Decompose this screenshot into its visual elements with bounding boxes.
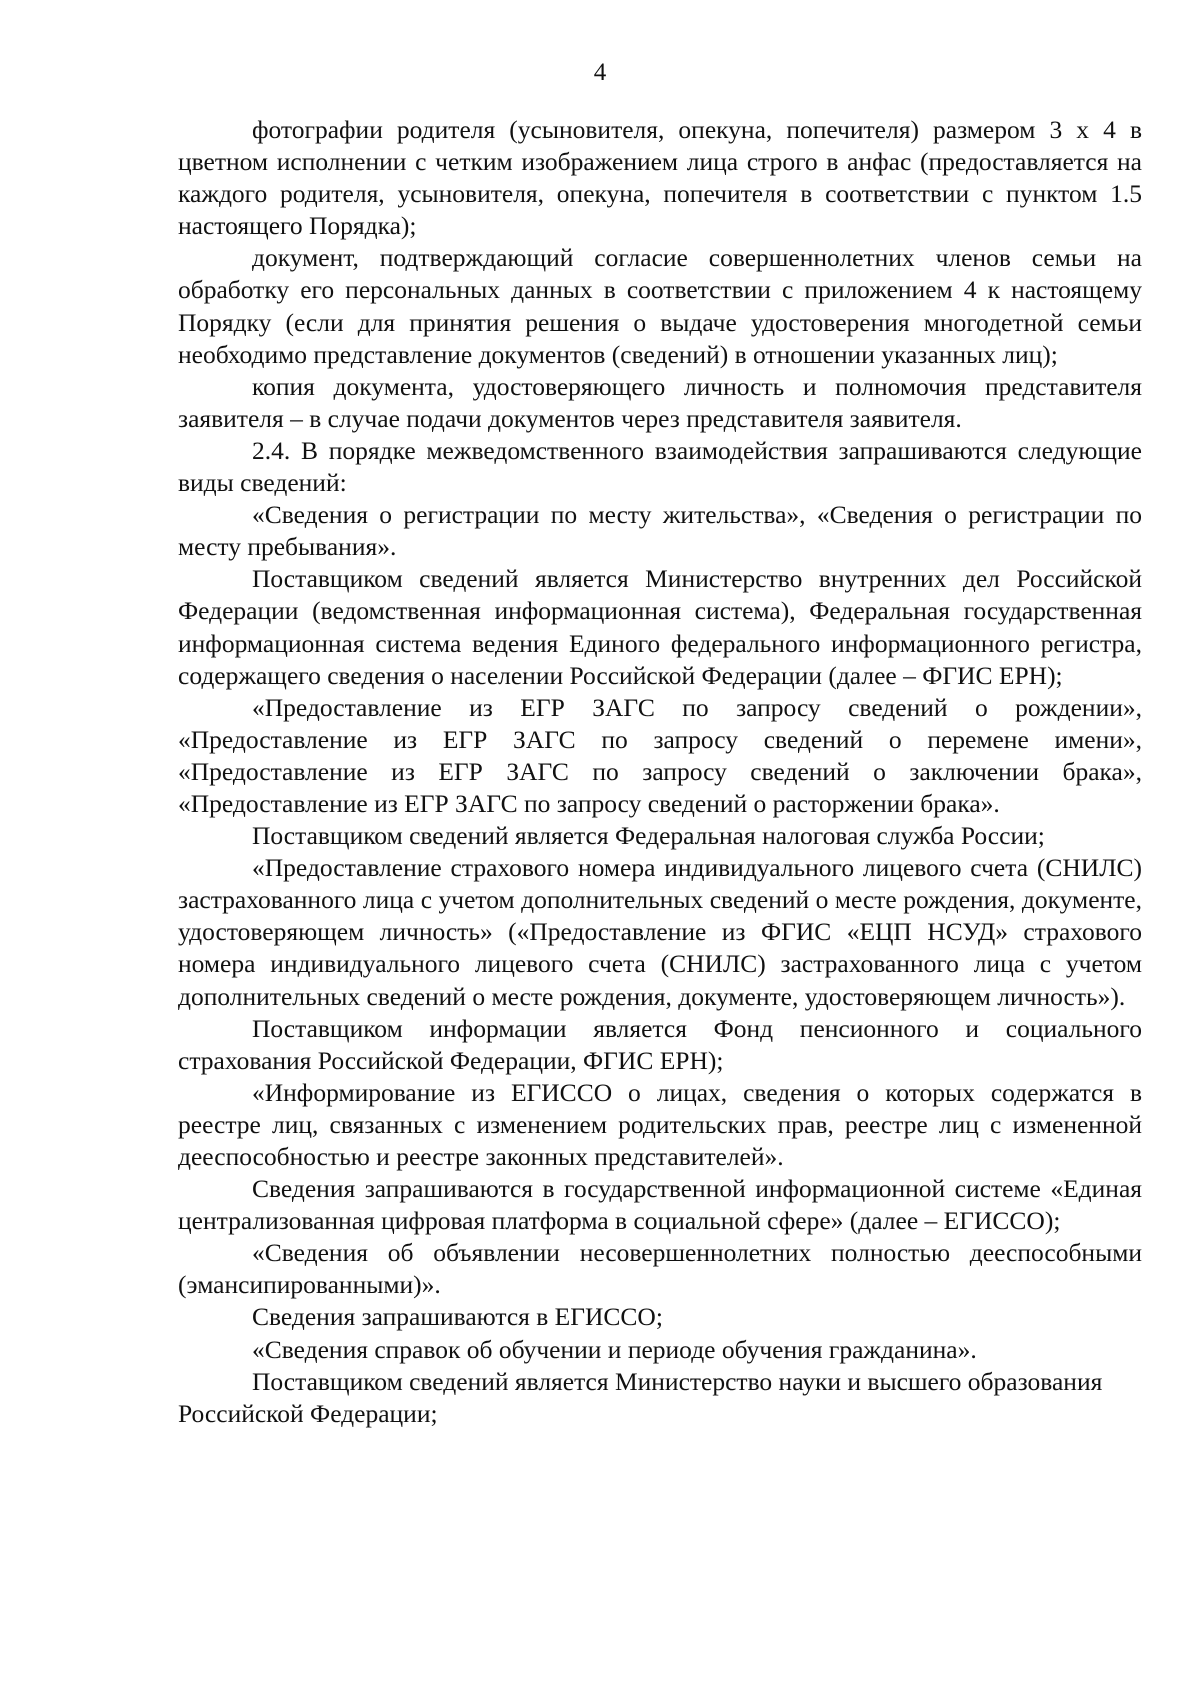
document-body xyxy=(178,114,1142,1430)
paragraph-snils: «Предоставление страхового номера индивидуального лицевого счета (СНИЛС) застрахованного лица с учетом дополнительных сведений о месте рождения, документе, удостоверяющем личность» («Предоставление из ФГИС «ЕЦП НСУД» страхового номера индивидуального лицевого счета (СНИЛС) застрахованного лица с учетом дополнительных сведений о месте рождения, документе, удостоверяющем личность»). xyxy=(178,853,1142,1011)
paragraph-egisso-inform: «Информирование из ЕГИССО о лицах, сведения о которых содержатся в реестре лиц, связанных с изменением родительских прав, реестре лиц с измененной дееспособностью и реестре законных представителей». xyxy=(178,1077,1142,1171)
paragraph-sfr-supplier: Поставщиком информации является Фонд пенсионного и социального страхования Российской Федерации, ФГИС ЕРН); xyxy=(178,1013,1142,1075)
paragraph-zags-requests: «Предоставление из ЕГР ЗАГС по запросу сведений о рождении», «Предоставление из ЕГР ЗАГС по запросу сведений о перемене имени», «Предоставление из ЕГР ЗАГС по запросу сведений о заключении брака», «Предоставление из ЕГР ЗАГС по запросу сведений о расторжении брака». xyxy=(178,692,1142,818)
paragraph-egisso-request: Сведения запрашиваются в государственной информационной системе «Единая централизованная цифровая платформа в социальной сфере» (далее – ЕГИССО); xyxy=(178,1174,1142,1236)
paragraph-consent-document: документ, подтверждающий согласие совершеннолетних членов семьи на обработку его персональных данных в соответствии с приложением 4 к настоящему Порядку (если для принятия решения о выдаче удостоверения многодетной семьи необходимо представление документов (сведений) в отношении указанных лиц); xyxy=(178,243,1142,369)
page-number: 4 xyxy=(593,59,607,86)
paragraph-fns-supplier: Поставщиком сведений является Федеральная налоговая служба России; xyxy=(252,821,1045,851)
paragraph-education-certificates: «Сведения справок об обучении и периоде обучения гражданина». xyxy=(252,1334,977,1364)
paragraph-emancipation: «Сведения об объявлении несовершеннолетних полностью дееспособными (эмансипированными)». xyxy=(178,1238,1142,1300)
paragraph-mvd-supplier: Поставщиком сведений является Министерство внутренних дел Российской Федерации (ведомственная информационная система), Федеральная государственная информационная система ведения Единого федерального информационного регистра, содержащего сведения о населении Российской Федерации (далее – ФГИС ЕРН); xyxy=(178,564,1142,690)
paragraph-egisso-source: Сведения запрашиваются в ЕГИССО; xyxy=(252,1302,663,1332)
paragraph-representative-copy: копия документа, удостоверяющего личность и полномочия представителя заявителя – в случае подачи документов через представителя заявителя. xyxy=(178,371,1142,433)
paragraph-section-2-4: 2.4. В порядке межведомственного взаимодействия запрашиваются следующие виды сведений: xyxy=(178,435,1142,498)
paragraph-minobr-supplier: Поставщиком сведений является Министерство науки и высшего образования Российской Федерации; xyxy=(178,1366,1103,1428)
paragraph-photo: фотографии родителя (усыновителя, опекуна, попечителя) размером 3 х 4 в цветном исполнении с четким изображением лица строго в анфас (предоставляется на каждого родителя, усыновителя, опекуна, попечителя в соответствии с пунктом 1.5 настоящего Порядка); xyxy=(178,115,1142,241)
paragraph-registration-info: «Сведения о регистрации по месту жительства», «Сведения о регистрации по месту пребывания». xyxy=(178,500,1142,562)
